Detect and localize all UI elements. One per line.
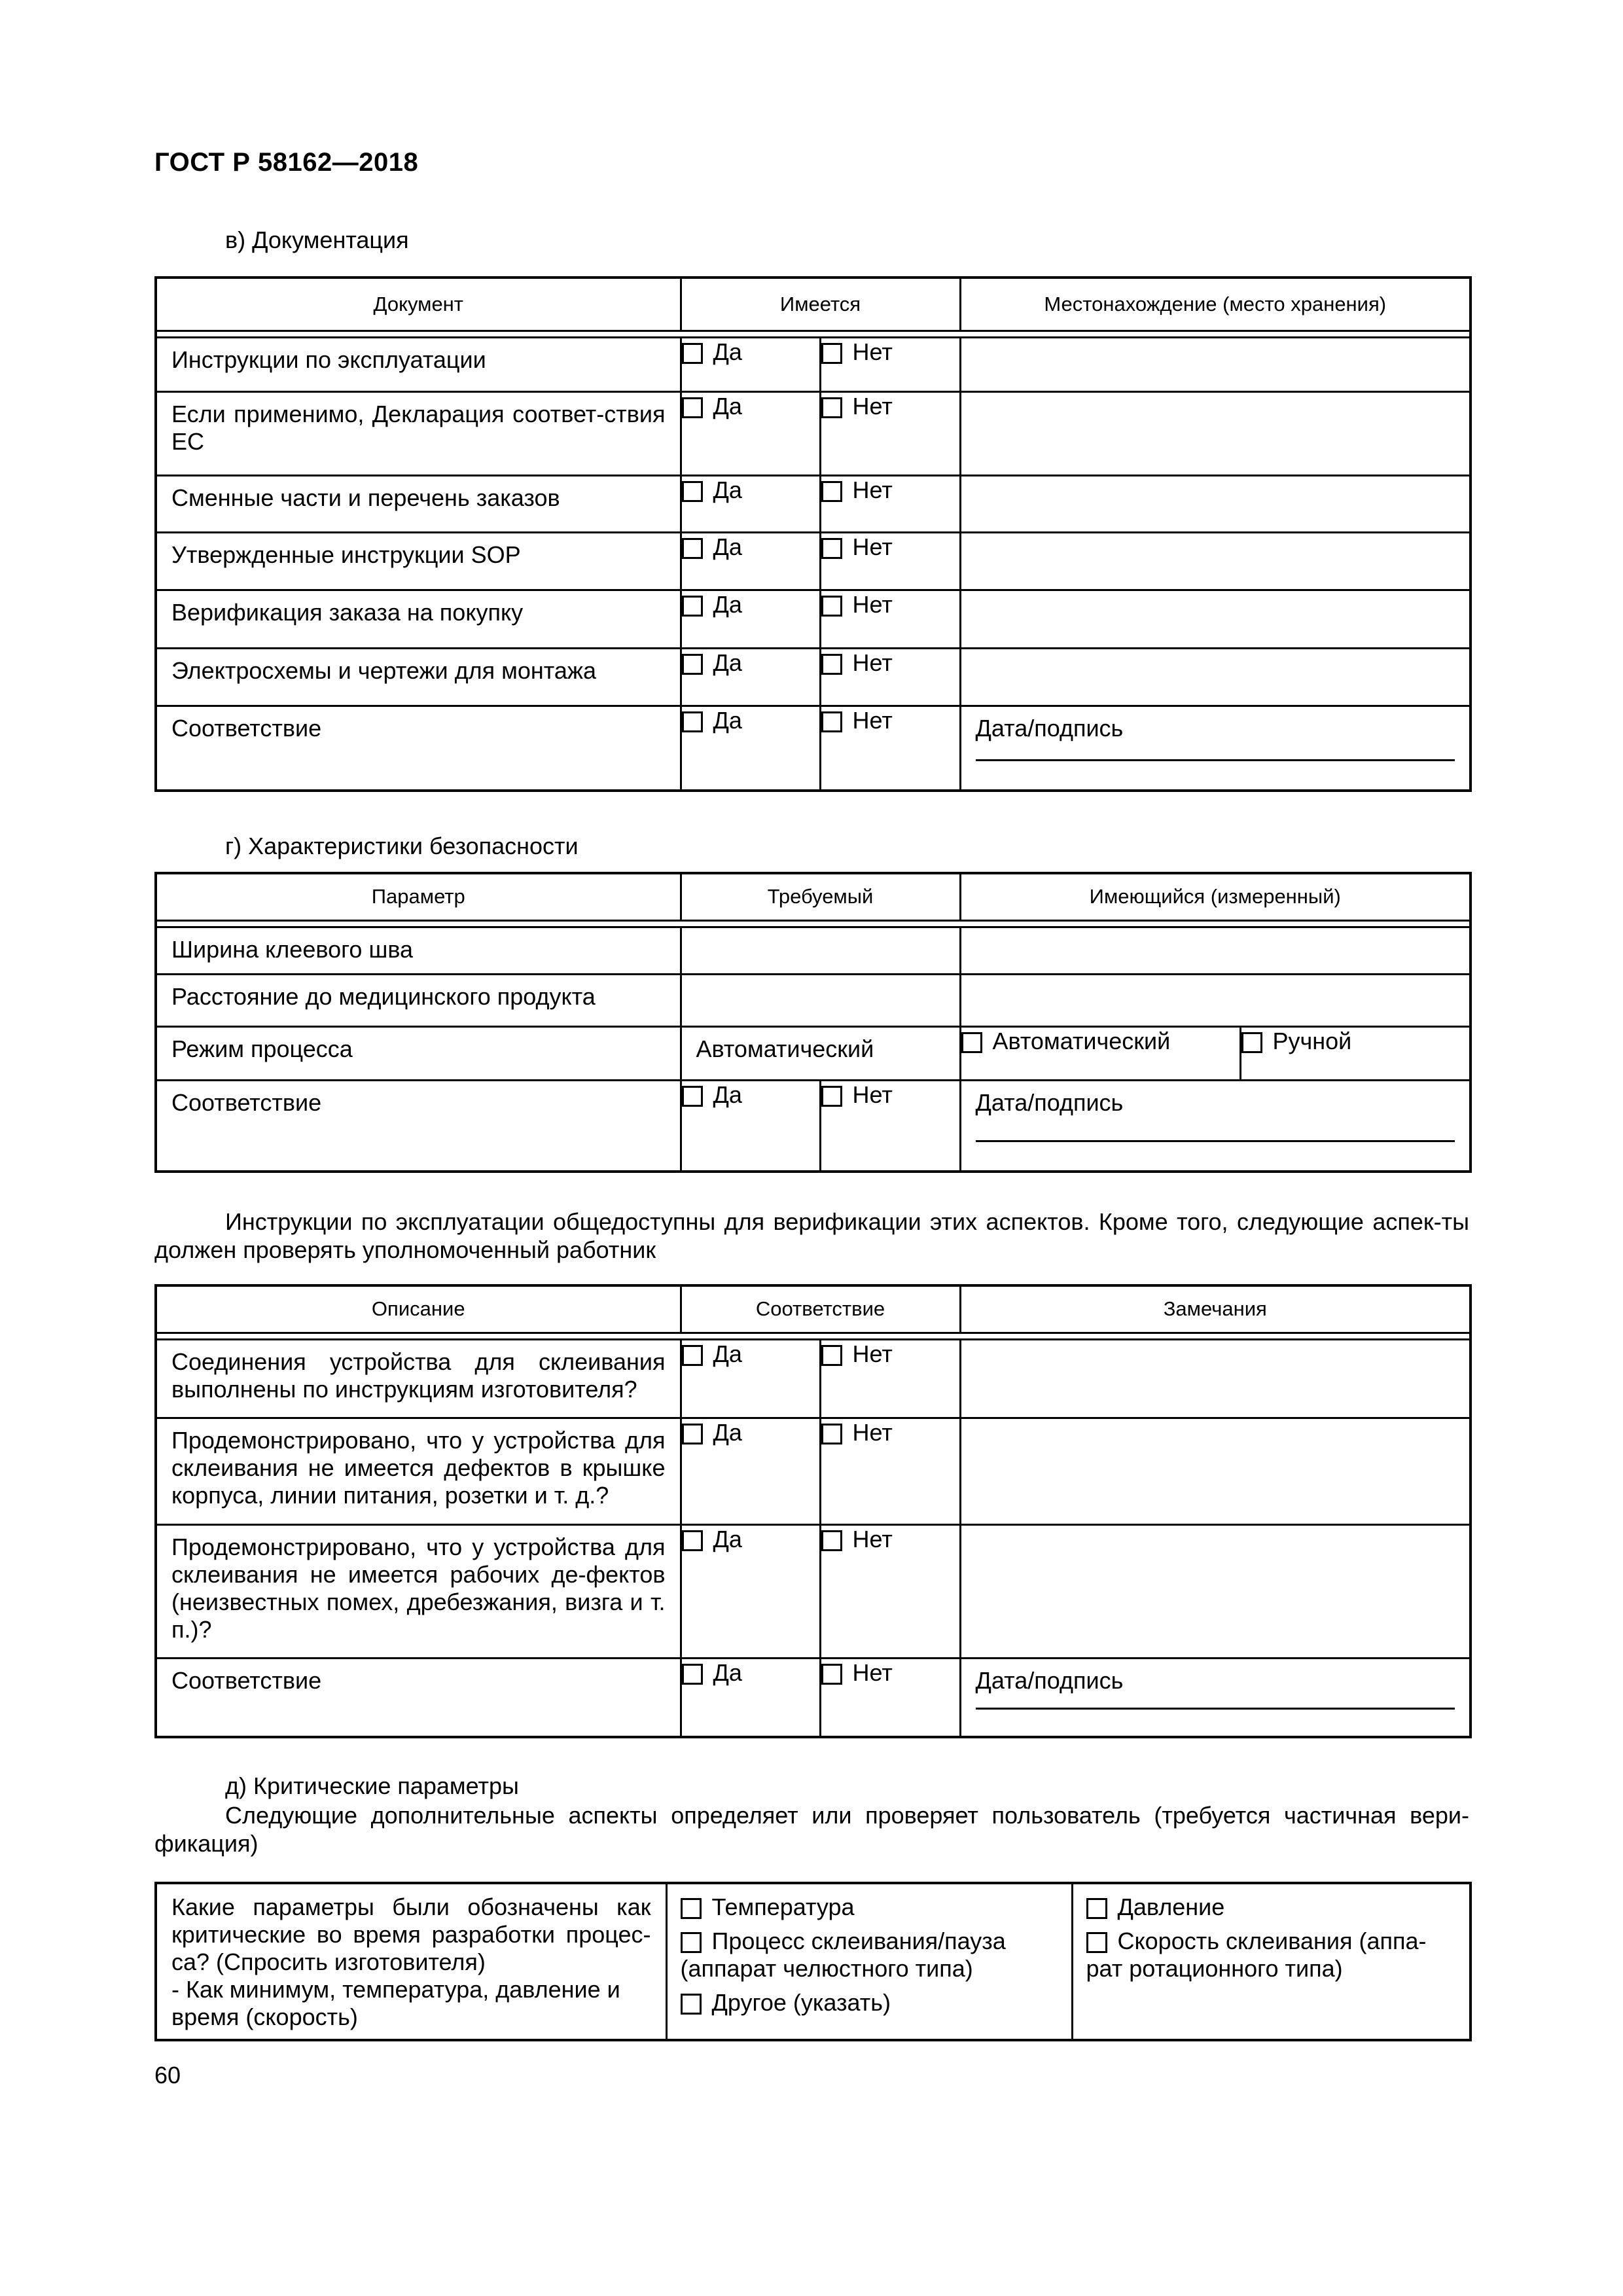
section-d-heading: д) Критические параметры [225,1772,519,1799]
location-field[interactable] [960,532,1471,590]
col-header-conformity: Соответствие [681,1285,960,1333]
table-row [156,648,1471,706]
signature-label: Дата/подпись [975,1666,1124,1694]
checkbox-icon[interactable] [682,711,703,732]
yes-checkbox-option[interactable]: Да [681,1339,820,1418]
table-row [156,1418,1471,1524]
row-label: Сменные части и перечень заказов [171,484,560,511]
row-label: Верификация заказа на покупку [171,598,524,626]
remarks-field[interactable] [960,1339,1471,1418]
question-note: - Как минимум, температура, давление и время (скорость) [171,1976,620,2030]
no-checkbox-option[interactable]: Нет [820,590,960,648]
table-row [156,1524,1471,1658]
required-field[interactable] [681,974,960,1026]
checkbox-icon[interactable] [681,1994,702,2015]
row-label: Соответствие [171,1088,322,1116]
no-checkbox-option[interactable]: Нет [820,706,960,791]
yes-checkbox-option[interactable]: Да [681,1080,820,1172]
documentation-table [154,276,1472,792]
checkbox-icon[interactable] [682,481,703,502]
table-row [156,1883,1471,2040]
table-row [156,1339,1471,1418]
row-label: Ширина клеевого шва [171,935,414,963]
checkbox-icon[interactable] [821,343,842,364]
checkbox-icon[interactable] [682,538,703,559]
checkbox-icon[interactable] [682,1345,703,1366]
location-field[interactable] [960,391,1471,475]
question-text: Какие параметры были обозначены как критические во время разработки процес-са? (Спросить изготовителя) [171,1893,651,1975]
no-checkbox-option[interactable]: Нет [820,648,960,706]
row-label: Режим процесса [171,1035,353,1062]
remarks-field[interactable] [960,1418,1471,1524]
safety-characteristics-table [154,872,1472,1173]
section-g-heading: г) Характеристики безопасности [225,833,579,859]
no-checkbox-option[interactable]: Нет [820,391,960,475]
checkbox-icon[interactable] [1241,1032,1262,1053]
signature-label: Дата/подпись [975,1088,1124,1116]
required-field[interactable] [681,927,960,974]
row-label: Соответствие [171,1666,322,1694]
checkbox-icon[interactable] [1086,1932,1107,1953]
location-field[interactable] [960,648,1471,706]
checkbox-icon[interactable] [682,397,703,418]
no-checkbox-option[interactable]: Нет [820,1658,960,1737]
checkbox-icon[interactable] [821,397,842,418]
conformity-row [156,1658,1471,1737]
row-label: Расстояние до медицинского продукта [171,982,596,1010]
checkbox-icon[interactable] [682,343,703,364]
col-header-available: Имеется [681,278,960,331]
measured-field[interactable] [960,974,1471,1026]
remarks-field[interactable] [960,1524,1471,1658]
col-header-document: Документ [156,278,681,331]
no-checkbox-option[interactable]: Нет [820,337,960,391]
signature-line[interactable] [976,1708,1455,1710]
section-v-heading: в) Документация [225,226,409,253]
signature-label: Дата/подпись [975,714,1124,742]
col-header-description: Описание [156,1285,681,1333]
checkbox-icon[interactable] [821,654,842,675]
no-checkbox-option[interactable]: Нет [820,475,960,532]
checkbox-icon[interactable] [821,481,842,502]
yes-checkbox-option[interactable]: Да [681,590,820,648]
col-header-location: Местонахождение (место хранения) [960,278,1471,331]
signature-line[interactable] [976,759,1455,761]
checkbox-icon[interactable] [1086,1898,1107,1919]
automatic-checkbox-option[interactable]: Автоматический [960,1026,1240,1080]
yes-checkbox-option[interactable]: Да [681,475,820,532]
yes-checkbox-option[interactable]: Да [681,532,820,590]
no-checkbox-option[interactable]: Нет [820,1524,960,1658]
checkbox-icon[interactable] [821,538,842,559]
checkbox-icon[interactable] [682,1664,703,1685]
location-field[interactable] [960,590,1471,648]
bonding-pause-checkbox-option[interactable]: Процесс склеивания/пауза (аппарат челюстного типа) [680,1928,1006,1982]
table-row [156,927,1471,974]
row-label: Утвержденные инструкции SOP [171,541,521,568]
conformity-row [156,1080,1471,1172]
checkbox-icon[interactable] [681,1932,702,1953]
no-checkbox-option[interactable]: Нет [820,1080,960,1172]
instructions-paragraph: Инструкции по эксплуатации общедоступны для верификации этих аспектов. Кроме того, следующие аспек-ты должен проверять уполномоченный работник [154,1208,1469,1263]
yes-checkbox-option[interactable]: Да [681,1524,820,1658]
no-checkbox-option[interactable]: Нет [820,1339,960,1418]
pressure-checkbox-option[interactable]: Давление [1086,1893,1457,1921]
row-label: Продемонстрировано, что у устройства для склеивания не имеется дефектов в крышке корпуса, линии питания, розетки и т. д.? [171,1426,666,1509]
yes-checkbox-option[interactable]: Да [681,706,820,791]
location-field[interactable] [960,337,1471,391]
yes-checkbox-option[interactable]: Да [681,337,820,391]
checkbox-icon[interactable] [821,1664,842,1685]
checkbox-icon[interactable] [682,596,703,617]
checkbox-icon[interactable] [821,1086,842,1107]
critical-parameters-table [154,1882,1472,2041]
row-label: Инструкции по эксплуатации [171,346,486,373]
location-field[interactable] [960,475,1471,532]
table-row [156,974,1471,1026]
no-checkbox-option[interactable]: Нет [820,532,960,590]
col-header-remarks: Замечания [960,1285,1471,1333]
table-row [156,532,1471,590]
col-header-parameter: Параметр [156,873,681,920]
row-label: Продемонстрировано, что у устройства для склеивания не имеется рабочих де-фектов (неизвестных помех, дребезжания, визга и т. п.)? [171,1533,666,1643]
col-header-measured: Имеющийся (измеренный) [960,873,1471,920]
section-d-paragraph: Следующие дополнительные аспекты определяет или проверяет пользователь (требуется частичная вери-фикация) [154,1802,1469,1857]
yes-checkbox-option[interactable]: Да [681,648,820,706]
other-checkbox-option[interactable]: Другое (указать) [681,1989,1058,2017]
checkbox-icon[interactable] [821,1424,842,1444]
yes-checkbox-option[interactable]: Да [681,391,820,475]
temperature-checkbox-option[interactable]: Температура [681,1893,1058,1921]
signature-line[interactable] [976,1140,1455,1142]
row-label: Соединения устройства для склеивания выполнены по инструкциям изготовителя? [171,1348,666,1403]
measured-field[interactable] [960,927,1471,974]
authorized-worker-checks-table [154,1284,1472,1738]
conformity-row [156,706,1471,791]
row-label: Если применимо, Декларация соответ-ствия ЕС [171,400,666,455]
required-mode-value: Автоматический [696,1035,874,1062]
no-checkbox-option[interactable]: Нет [820,1418,960,1524]
checkbox-icon[interactable] [821,596,842,617]
table-row [156,391,1471,475]
page-number: 60 [154,2062,181,2089]
yes-checkbox-option[interactable]: Да [681,1418,820,1524]
row-label: Соответствие [171,714,322,742]
checkbox-icon[interactable] [961,1032,982,1053]
checkbox-icon[interactable] [681,1898,702,1919]
row-label: Электросхемы и чертежи для монтажа [171,656,597,684]
checkbox-icon[interactable] [821,1530,842,1551]
col-header-required: Требуемый [681,873,960,920]
document-title: ГОСТ Р 58162—2018 [154,148,419,177]
checkbox-icon[interactable] [821,1345,842,1366]
checkbox-icon[interactable] [682,1530,703,1551]
table-row [156,337,1471,391]
checkbox-icon[interactable] [682,654,703,675]
table-row [156,590,1471,648]
manual-checkbox-option[interactable]: Ручной [1240,1026,1471,1080]
yes-checkbox-option[interactable]: Да [681,1658,820,1737]
bonding-speed-checkbox-option[interactable]: Скорость склеивания (аппа-рат ротационного типа) [1086,1928,1427,1982]
checkbox-icon[interactable] [682,1086,703,1107]
checkbox-icon[interactable] [682,1424,703,1444]
table-row [156,475,1471,532]
process-mode-row [156,1026,1471,1080]
checkbox-icon[interactable] [821,711,842,732]
